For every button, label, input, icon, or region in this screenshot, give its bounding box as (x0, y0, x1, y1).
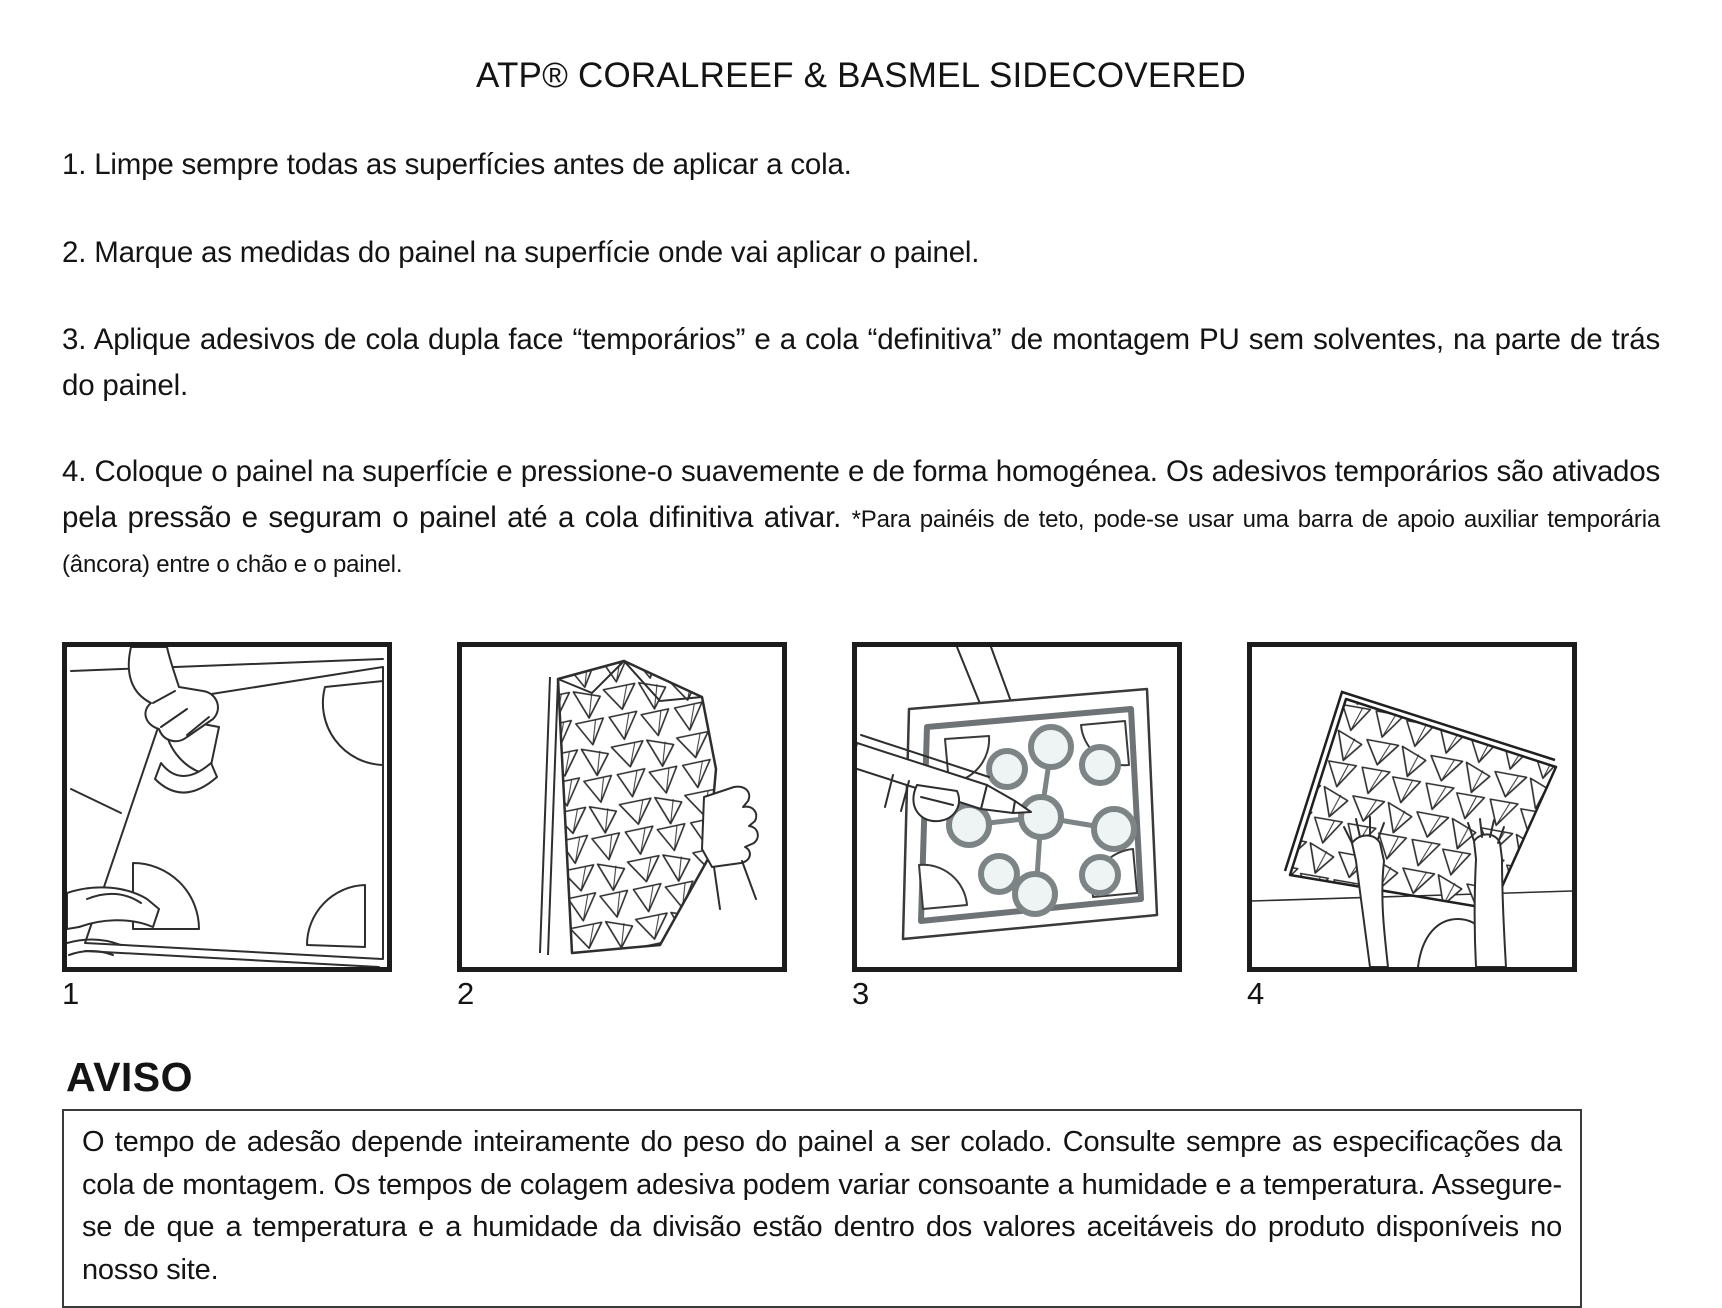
panel-facets-illustration (462, 647, 782, 967)
warning-heading: AVISO (66, 1054, 194, 1101)
figure-3-label: 3 (852, 976, 870, 1012)
figures-row (62, 642, 1660, 1012)
figure-4 (1247, 642, 1577, 1012)
figure-4-label: 4 (1247, 976, 1265, 1012)
glue-gun-illustration (857, 647, 1177, 967)
step-3: 3. Aplique adesivos de cola dupla face “temporários” e a cola “definitiva” de montagem PU sem solventes, na parte de trás do painel. (62, 323, 1660, 403)
page-title: ATP® CORALREEF & BASMEL SIDECOVERED (476, 56, 1246, 95)
figure-1-box (62, 642, 392, 972)
figure-4-box (1247, 642, 1577, 972)
step-1: 1. Limpe sempre todas as superfícies antes de aplicar a cola. (62, 148, 852, 181)
step-4-main: 4. Coloque o painel na superfície e pressione-o suavemente e de forma homogénea. Os adesivos temporários são ativados pela pressão e seguram o painel até a cola difinitiva ativar. (62, 454, 1660, 534)
figure-2-label: 2 (457, 976, 475, 1012)
hand-right-icon (702, 787, 758, 909)
step-2: 2. Marque as medidas do painel na superfície onde vai aplicar o painel. (62, 235, 980, 269)
figure-3-box (852, 642, 1182, 972)
step-4-note: *Para painéis de teto, pode-se usar uma barra de apoio auxiliar temporária (âncora) entre o chão e o painel. (62, 505, 1660, 579)
warning-box (62, 1109, 1582, 1308)
figure-1-label: 1 (62, 976, 80, 1012)
figure-2-box (457, 642, 787, 972)
ceiling-press-illustration (1252, 647, 1572, 967)
figure-1 (62, 642, 392, 1012)
figure-3 (852, 642, 1182, 1012)
figure-2 (457, 642, 787, 1012)
step-4 (62, 449, 1660, 586)
panel-peel-illustration (67, 647, 387, 967)
warning-text: O tempo de adesão depende inteiramente do peso do painel a ser colado. Consulte sempre as especificações da cola de montagem. Os tempos de colagem adesiva podem variar consoante a humidade e a temperatura. Assegure-se de que a temperatura e a humidade da divisão estão dentro dos valores aceitáveis do produto disponíveis no nosso site. (82, 1126, 1562, 1286)
